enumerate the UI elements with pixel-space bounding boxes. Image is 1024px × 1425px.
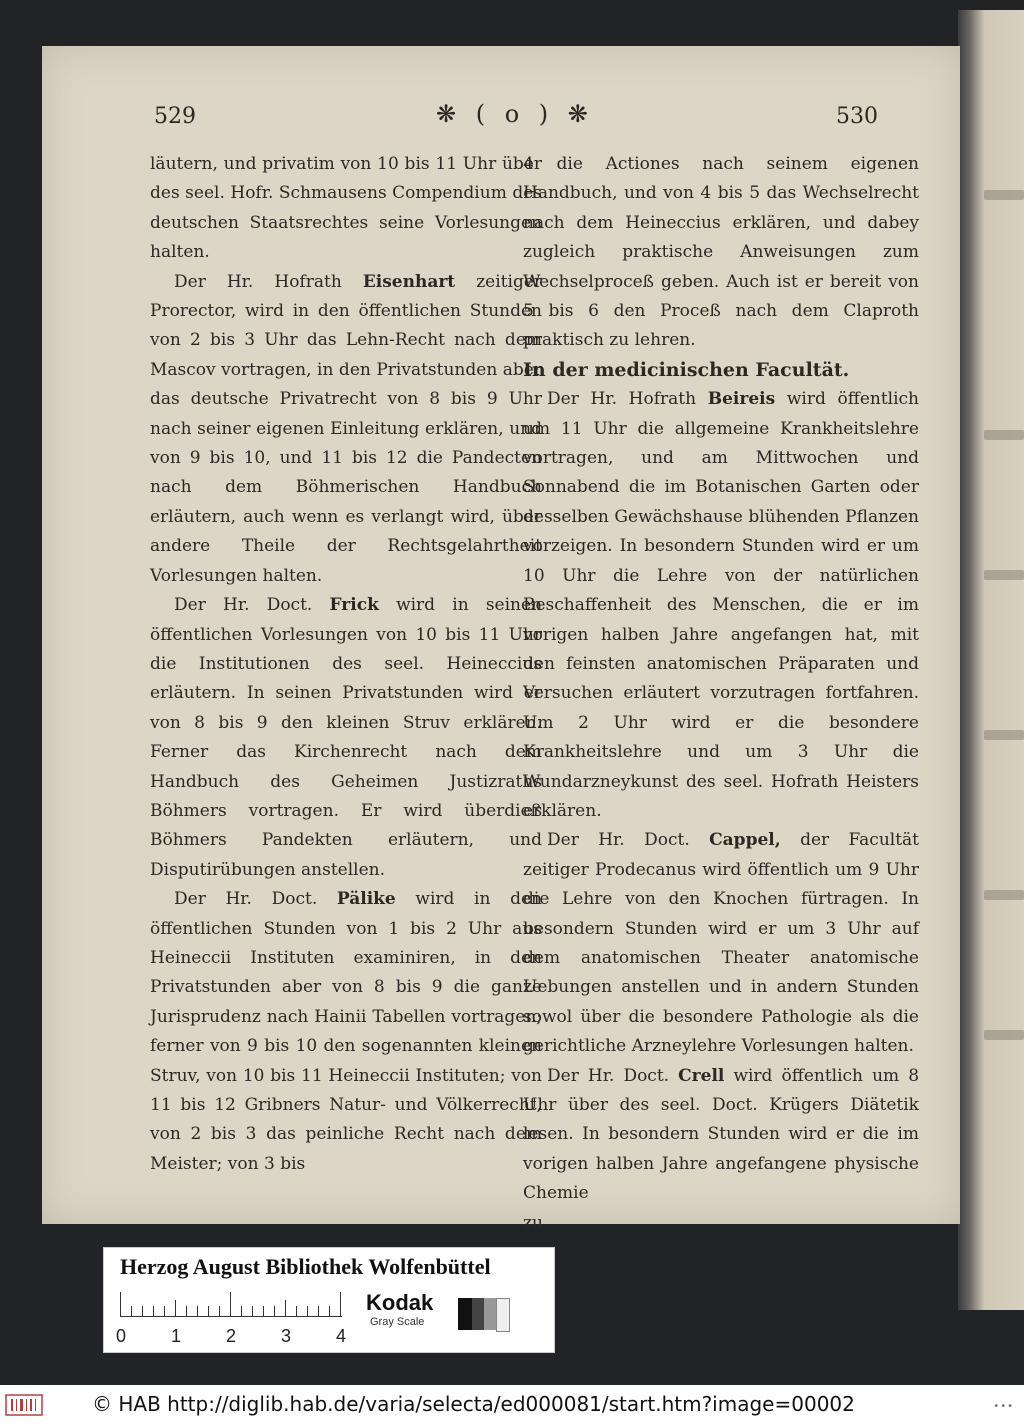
scale-number: 3 <box>281 1326 292 1346</box>
paragraph <box>150 885 542 1179</box>
person-name: Beireis <box>707 389 776 410</box>
text: Der Hr. Doct. <box>174 889 318 910</box>
text: Der Hr. Hofrath <box>547 389 697 410</box>
next-page-edge <box>958 10 1024 1310</box>
section-heading: In der medicinischen Facultät. <box>523 358 850 381</box>
paragraph <box>523 826 919 1061</box>
person-name: Pälike <box>336 889 396 910</box>
right-column <box>523 150 919 1238</box>
gray-scale-caption: Gray Scale <box>370 1316 425 1328</box>
paragraph <box>523 1062 919 1209</box>
library-color-card <box>103 1247 555 1353</box>
scale-number: 4 <box>336 1326 347 1346</box>
text: Der Hr. Doct. <box>547 1065 670 1086</box>
paragraph <box>523 385 919 826</box>
kodak-logo: Kodak <box>366 1290 434 1315</box>
text: zeitiger Prorector, wird in den öffentlichen Stunden von 2 bis 3 Uhr das Lehn-Recht nach dem Mascov vortragen, in den Privatstunden aber das deutsche Privatrecht von 8 bis 9 Uhr nach seiner eigenen Einleitung erklären, und von 9 bis 10, und 11 bis 12 die Pandecten nach dem Böhmerischen Handbuch erläutern, auch wenn es verlangt wird, über andere Theile der Rechtsgelahrtheit Vorlesungen halten. <box>150 271 543 586</box>
scale-ruler <box>120 1292 342 1317</box>
copyright-url: © HAB http://diglib.hab.de/varia/selecta/ed000081/start.htm?image=00002 <box>92 1392 855 1416</box>
footer-bar <box>0 1385 1024 1425</box>
person-name: Frick <box>329 595 379 616</box>
person-name: Crell <box>678 1065 725 1086</box>
ellipsis-icon: ••• <box>993 1401 1014 1412</box>
scale-number: 2 <box>226 1326 237 1346</box>
paragraph: läutern, und privatim von 10 bis 11 Uhr über des seel. Hofr. Schmausens Compendium des deutschen Staatsrechtes seine Vorlesungen halten. <box>150 154 542 263</box>
person-name: Eisenhart <box>362 271 456 292</box>
scale-number: 0 <box>116 1326 127 1346</box>
library-name: Herzog August Bibliothek Wolfenbüttel <box>120 1254 491 1279</box>
text: Der Hr. Doct. <box>174 595 313 616</box>
page-number-right: 530 <box>836 104 878 129</box>
text: wird öffentlich um 11 Uhr die allgemeine Krankheitslehre vortragen, und am Mittwochen und Sonnabend die im Botanischen Garten oder desselben Gewächshause blühenden Pflanzen vorzeigen. In besondern Stunden wird er um 10 Uhr die Lehre von der natürlichen Beschaffenheit des Menschen, die er im vorigen halben Jahre angefangen hat, mit den feinsten anatomischen Präparaten und Versuchen erläutert vorzutragen fortfahren. Um 2 Uhr wird er die besondere Krankheitslehre und um 3 Uhr die Wundarzneykunst des seel. Hofrath Heisters erklären. <box>523 389 920 821</box>
barcode-icon <box>4 1393 44 1417</box>
catchword: zu <box>523 1212 543 1233</box>
gray-swatch <box>458 1298 472 1330</box>
text: wird öffentlich um 8 Uhr über des seel. Doct. Krügers Diätetik lesen. In besondern Stunden wird er die im vorigen halben Jahre angefangene physische Chemie <box>523 1065 920 1204</box>
text: Der Hr. Hofrath <box>174 271 342 292</box>
paragraph: 4 die Actiones nach seinem eigenen Handbuch, und von 4 bis 5 das Wechselrecht nach dem Heineccius erklären, und dabey zugleich praktische Anweisungen zum Wechselproceß geben. Auch ist er bereit von 5 bis 6 den Proceß nach dem Claproth praktisch zu lehren. <box>523 154 919 351</box>
paragraph <box>150 591 542 885</box>
scale-number: 1 <box>171 1326 182 1346</box>
text: wird in den öffentlichen Stunden von 1 bis 2 Uhr aus Heineccii Instituten examiniren, in den Privatstunden aber von 8 bis 9 die ganze Jurisprudenz nach Hainii Tabellen vortragen; ferner von 9 bis 10 den sogenannten kleinen Struv, von 10 bis 11 Heineccii Instituten; von 11 bis 12 Gribners Natur- und Völkerrecht, von 2 bis 3 das peinliche Recht nach dem Meister; von 3 bis <box>150 889 542 1174</box>
left-column <box>150 150 542 1179</box>
gray-swatch <box>484 1298 496 1330</box>
gray-swatch <box>472 1298 484 1330</box>
paragraph <box>150 268 542 591</box>
running-head-ornament: ❋ ( o ) ❋ <box>436 100 594 128</box>
text: der Facultät zeitiger Prodecanus wird öffentlich um 9 Uhr die Lehre von den Knochen fürtragen. In besondern Stunden wird er um 3 Uhr auf dem anatomischen Theater anatomische Uebungen anstellen und in andern Stunden sowol über die besondere Pathologie als die gerichtliche Arzneylehre Vorlesungen halten. <box>523 830 920 1057</box>
page-number-left: 529 <box>154 104 196 129</box>
text: Der Hr. Doct. <box>547 830 690 851</box>
text: wird in seinen öffentlichen Vorlesungen von 10 bis 11 Uhr die Institutionen des seel. Heineccius erläutern. In seinen Privatstunden wird er von 8 bis 9 den kleinen Struv erklären. Ferner das Kirchenrecht nach dem Handbuch des Geheimen Justizraths Böhmers vortragen. Er wird überdieß Böhmers Pandekten erläutern, und Disputirübungen anstellen. <box>150 595 543 880</box>
gray-swatch <box>496 1298 510 1332</box>
page-header <box>0 100 1024 144</box>
person-name: Cappel, <box>709 830 781 851</box>
